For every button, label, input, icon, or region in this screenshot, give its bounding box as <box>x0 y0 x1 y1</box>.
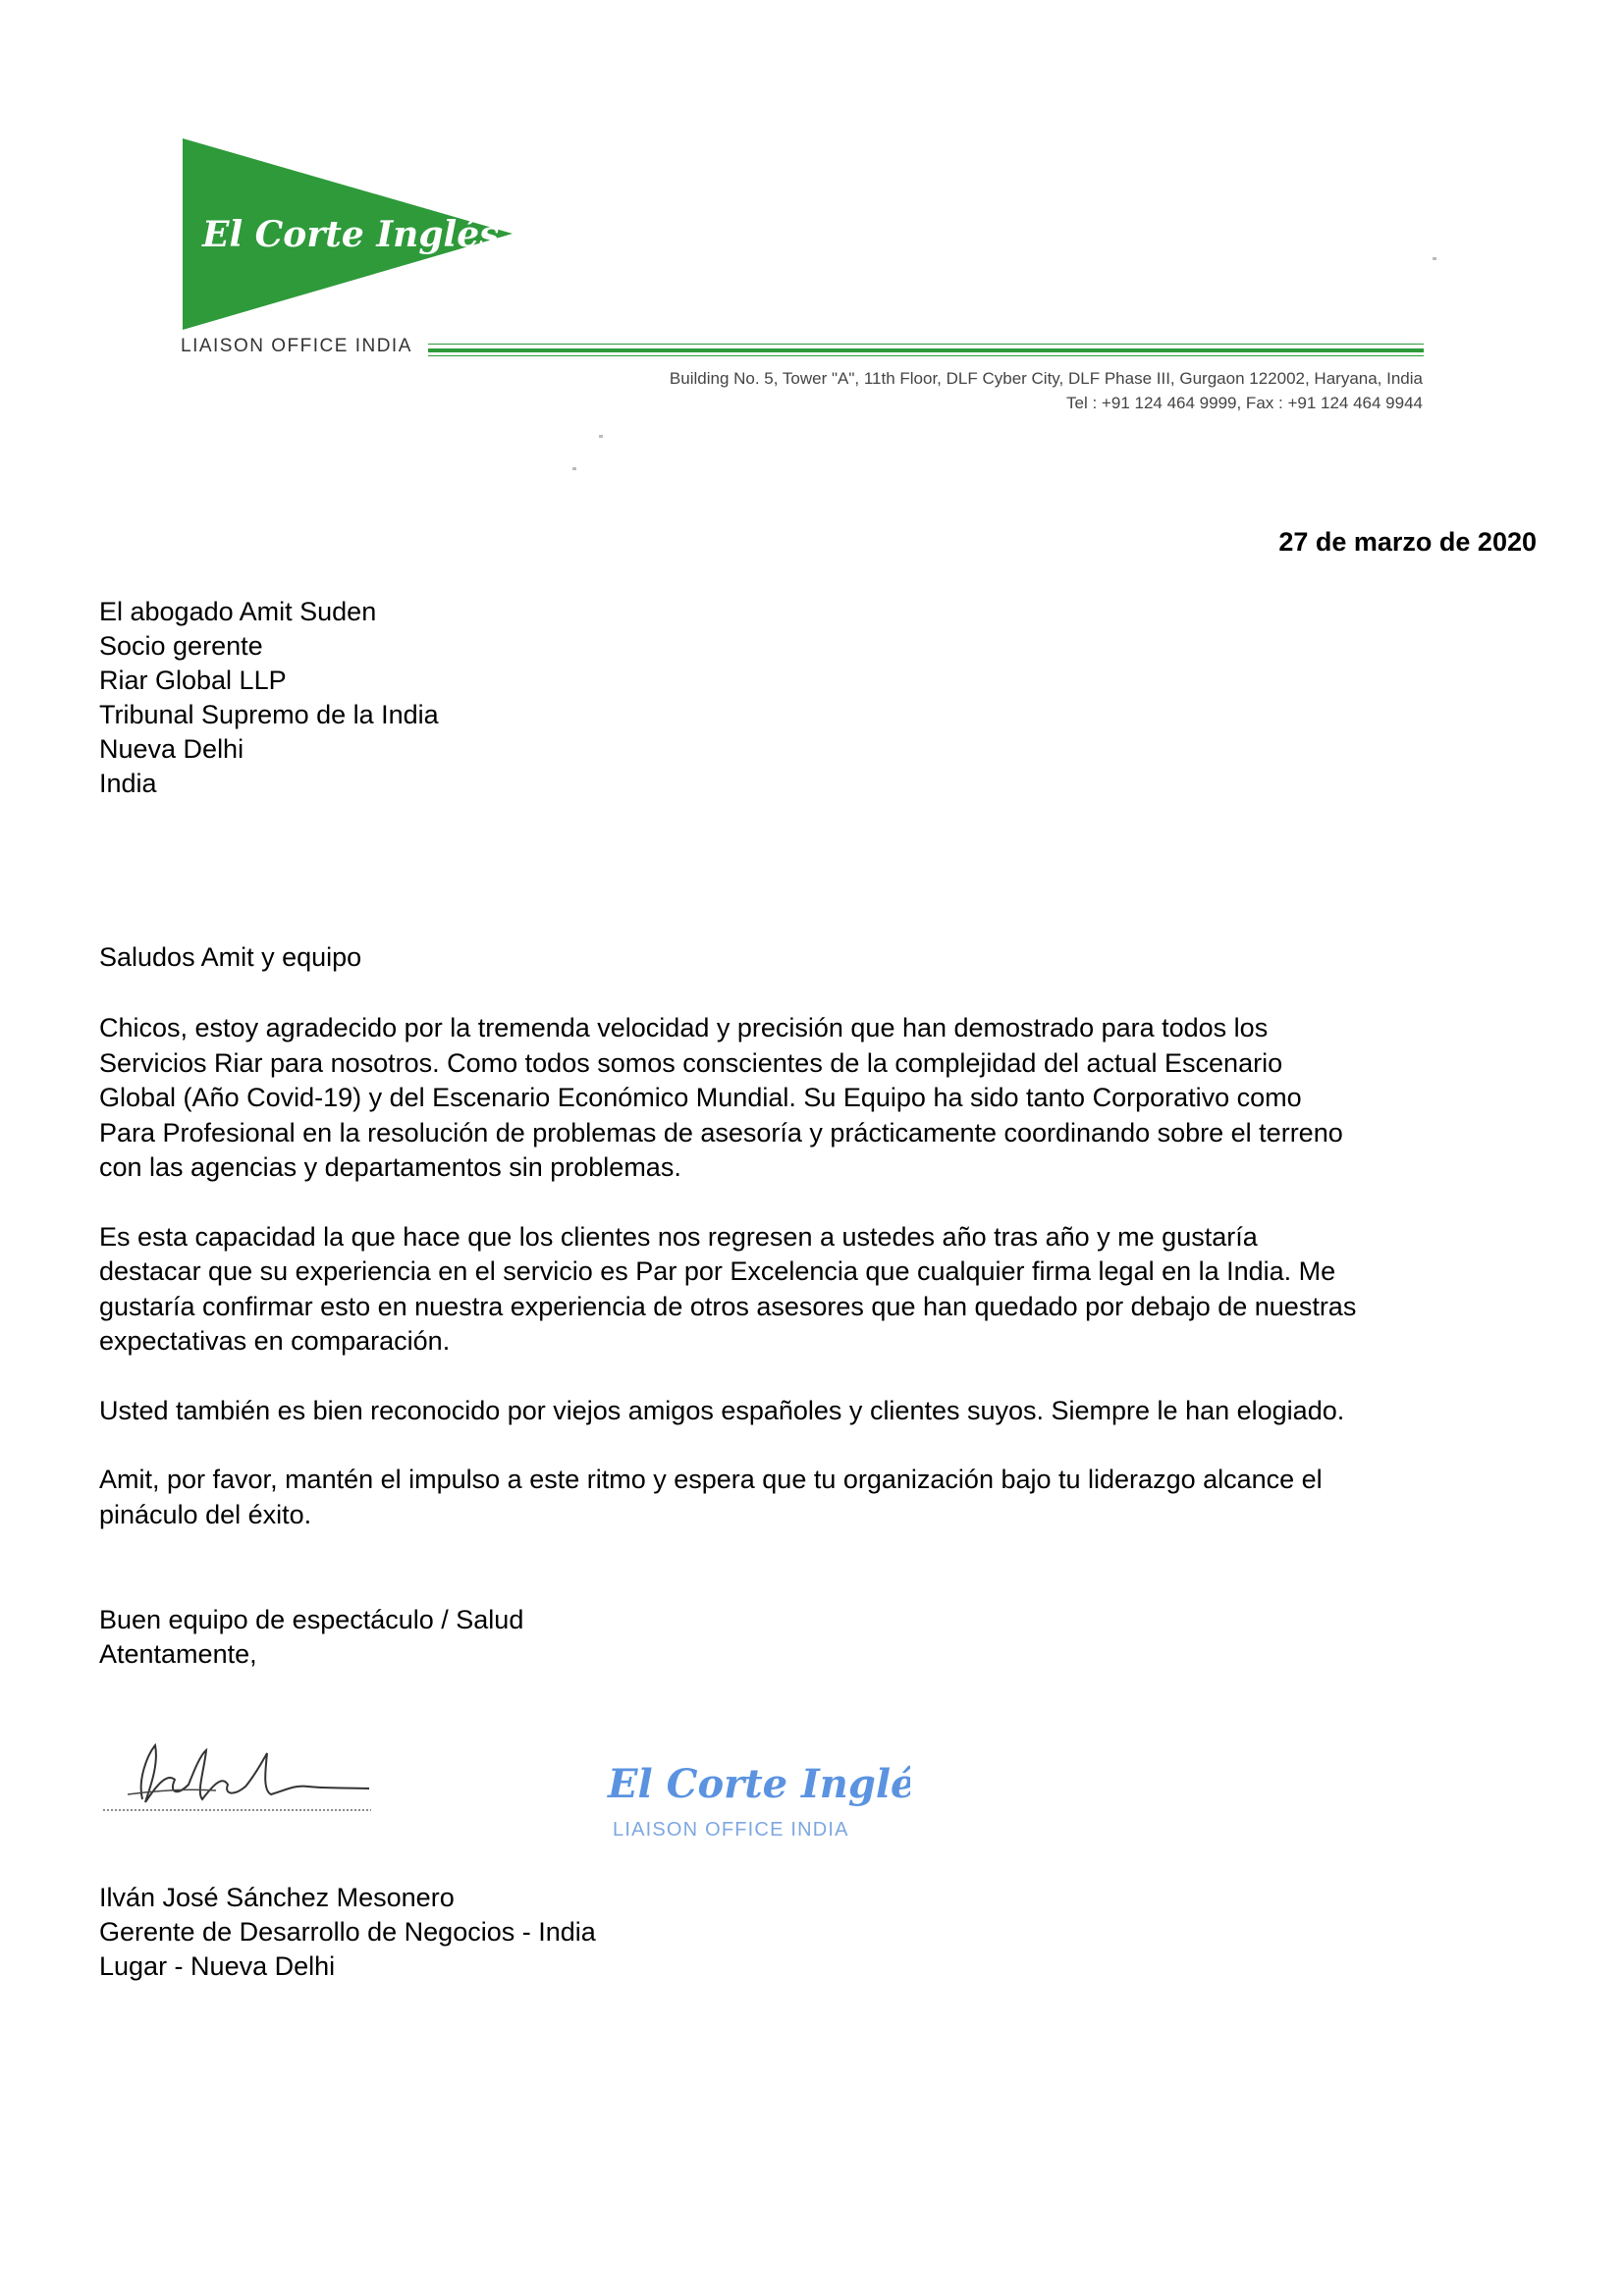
addressee-line: Nueva Delhi <box>99 734 244 764</box>
addressee-line: El abogado Amit Suden <box>99 597 377 626</box>
header-rule <box>428 348 1424 352</box>
scan-speck <box>1433 257 1436 260</box>
letter-body <box>99 1011 1543 1567</box>
signer-block <box>99 1881 596 1984</box>
addressee-line: Tribunal Supremo de la India <box>99 700 439 729</box>
signer-name: Ilván José Sánchez Mesonero <box>99 1883 455 1912</box>
handwritten-signature <box>98 1726 373 1824</box>
body-paragraph: Usted también es bien reconocido por viejos amigos españoles y clientes suyos. Siempre le han elogiado. <box>99 1395 1345 1425</box>
addressee-line: India <box>99 769 157 798</box>
body-paragraph: Chicos, estoy agradecido por la tremenda velocidad y precisión que han demostrado para todos los Servicios Riar para nosotros. Como todos somos conscientes de la complejidad del actual Escenario Global (Año Covid-19) y del Escenario Económico Mundial. Su Equipo ha sido tanto Corporativo como Para Profesional en la resolución de problemas de asesoría y prácticamente coordinando sobre el terreno con las agencias y departamentos sin problemas. <box>99 1013 1343 1182</box>
addressee-line: Socio gerente <box>99 631 263 661</box>
address-line: Building No. 5, Tower "A", 11th Floor, DLF Cyber City, DLF Phase III, Gurgaon 122002, Haryana, India <box>669 369 1423 388</box>
office-address <box>670 366 1423 415</box>
closing-line: Atentamente, <box>99 1639 257 1669</box>
liaison-office-label: LIAISON OFFICE INDIA <box>181 336 412 356</box>
addressee-block <box>99 595 439 801</box>
addressee-line: Riar Global LLP <box>99 666 287 695</box>
scan-speck <box>572 467 576 470</box>
header-rule-thin <box>428 355 1424 356</box>
closing-block <box>99 1603 523 1672</box>
body-paragraph: Amit, por favor, mantén el impulso a este ritmo y espera que tu organización bajo tu liderazgo alcance el pináculo del éxito. <box>99 1465 1323 1529</box>
contact-line: Tel : +91 124 464 9999, Fax : +91 124 464 9944 <box>1066 394 1423 412</box>
letter-date: 27 de marzo de 2020 <box>1278 527 1537 557</box>
salutation: Saludos Amit y equipo <box>99 942 362 972</box>
company-stamp <box>606 1748 910 1846</box>
signer-title: Gerente de Desarrollo de Negocios - India <box>99 1917 596 1947</box>
company-logo <box>183 138 513 330</box>
signer-location: Lugar - Nueva Delhi <box>99 1951 336 1981</box>
svg-text:El Corte Inglés: El Corte Inglés <box>608 1761 910 1807</box>
closing-line: Buen equipo de espectáculo / Salud <box>99 1605 524 1634</box>
scan-speck <box>599 435 603 438</box>
stamp-office-label: LIAISON OFFICE INDIA <box>613 1819 849 1841</box>
svg-text:El Corte Inglés: El Corte Inglés <box>202 214 500 255</box>
header-rule-thin <box>428 344 1424 345</box>
body-paragraph: Es esta capacidad la que hace que los clientes nos regresen a ustedes año tras año y me gustaría destacar que su experiencia en el servicio es Par por Excelencia que cualquier firma legal en la India. Me gustaría confirmar esto en nuestra experiencia de otros asesores que han quedado por debajo de nuestras expectativas en comparación. <box>99 1221 1357 1356</box>
letterhead <box>0 0 1624 412</box>
